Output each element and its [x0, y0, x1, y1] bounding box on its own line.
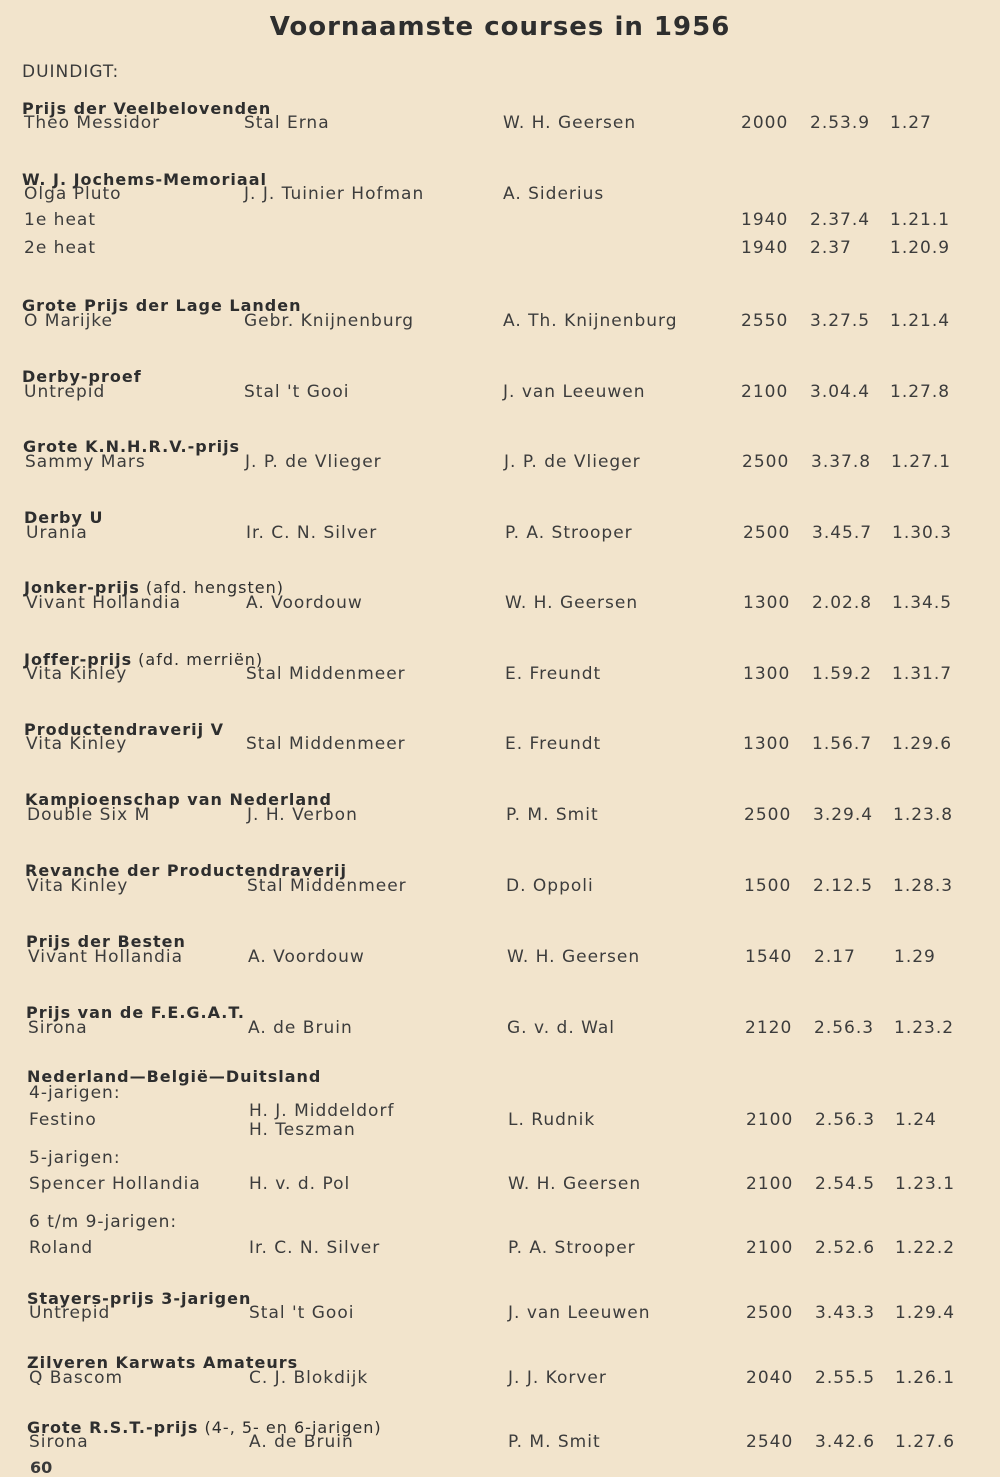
horse-name: Double Six M — [27, 805, 151, 825]
driver-name: J. J. Korver — [508, 1368, 607, 1388]
driver-name: W. H. Geersen — [503, 113, 637, 133]
km-time: 1.20.9 — [890, 238, 951, 258]
race-name: Prijs der Veelbelovenden — [22, 99, 272, 118]
owner-name: C. J. Blokdijk — [249, 1368, 369, 1388]
km-time: 1.24 — [895, 1110, 937, 1130]
km-time: 1.28.3 — [893, 876, 954, 896]
horse-name: Vita Kinley — [26, 664, 128, 684]
driver-name: P. M. Smit — [506, 805, 599, 825]
finish-time: 3.42.6 — [815, 1432, 876, 1452]
finish-time: 3.04.4 — [810, 382, 871, 402]
km-time: 1.34.5 — [892, 593, 953, 613]
driver-name: E. Freundt — [505, 664, 602, 684]
km-time: 1.31.7 — [892, 664, 953, 684]
driver-name: L. Rudnik — [508, 1110, 596, 1130]
km-time: 1.29.6 — [892, 734, 953, 754]
owner-name: Stal Middenmeer — [247, 876, 407, 896]
km-time: 1.23.2 — [894, 1018, 955, 1038]
finish-time: 2.53.9 — [810, 113, 871, 133]
distance-value: 2550 — [741, 311, 789, 331]
horse-name: 1e heat — [24, 210, 96, 230]
km-time: 1.30.3 — [892, 523, 953, 543]
owner-name — [249, 1102, 394, 1140]
finish-time: 3.29.4 — [813, 805, 874, 825]
driver-name: P. M. Smit — [508, 1432, 601, 1452]
distance-value: 2100 — [746, 1238, 794, 1258]
distance-value: 2540 — [746, 1432, 794, 1452]
owner-name: J. H. Verbon — [247, 805, 358, 825]
driver-name: P. A. Strooper — [508, 1238, 636, 1258]
horse-name: Sirona — [29, 1432, 89, 1452]
km-time: 1.21.1 — [890, 210, 951, 230]
distance-value: 2000 — [741, 113, 789, 133]
owner-name: Stal 't Gooi — [249, 1303, 355, 1323]
owner-name: A. Voordouw — [246, 593, 363, 613]
owner-name: Stal Middenmeer — [246, 734, 406, 754]
horse-name: Urania — [26, 523, 88, 543]
finish-time: 2.12.5 — [813, 876, 874, 896]
owner-name: Stal Erna — [244, 113, 330, 133]
distance-value: 2100 — [741, 382, 789, 402]
finish-time: 1.56.7 — [812, 734, 873, 754]
horse-name: Theo Messidor — [24, 113, 161, 133]
distance-value: 1300 — [743, 664, 791, 684]
km-time: 1.22.2 — [895, 1238, 956, 1258]
driver-name: D. Oppoli — [506, 876, 594, 896]
owner-name: A. de Bruin — [249, 1432, 354, 1452]
driver-name: A. Th. Knijnenburg — [503, 311, 678, 331]
race-name: Revanche der Productendraverij — [25, 861, 347, 880]
finish-time: 3.45.7 — [812, 523, 873, 543]
owner-name: H. v. d. Pol — [249, 1174, 351, 1194]
driver-name: A. Siderius — [503, 184, 605, 204]
race-note: (4-, 5- en 6-jarigen) — [198, 1418, 382, 1437]
horse-name: Sammy Mars — [25, 452, 146, 472]
race-name: Derby U — [24, 508, 104, 527]
race-name: Grote Prijs der Lage Landen — [22, 296, 302, 315]
finish-time: 2.02.8 — [812, 593, 873, 613]
horse-name: Q Bascom — [29, 1368, 124, 1388]
distance-value: 2500 — [746, 1303, 794, 1323]
race-name: Stayers-prijs 3-jarigen — [27, 1289, 252, 1308]
distance-value: 1500 — [744, 876, 792, 896]
race-name: Joffer-prijs — [24, 650, 133, 669]
distance-value: 1540 — [745, 947, 793, 967]
driver-name: P. A. Strooper — [505, 523, 633, 543]
driver-name: J. van Leeuwen — [508, 1303, 651, 1323]
race-name: Grote R.S.T.-prijs — [27, 1418, 199, 1437]
finish-time: 2.52.6 — [815, 1238, 876, 1258]
horse-name: Vita Kinley — [27, 876, 129, 896]
distance-value: 2120 — [745, 1018, 793, 1038]
distance-value: 1300 — [743, 593, 791, 613]
race-note: (afd. merriën) — [132, 650, 264, 669]
finish-time: 3.43.3 — [815, 1303, 876, 1323]
km-time: 1.26.1 — [895, 1368, 956, 1388]
race-name: Zilveren Karwats Amateurs — [27, 1353, 299, 1372]
driver-name: W. H. Geersen — [505, 593, 639, 613]
finish-time: 2.56.3 — [815, 1110, 876, 1130]
finish-time: 3.27.5 — [810, 311, 871, 331]
driver-name: W. H. Geersen — [508, 1174, 642, 1194]
race-name: Kampioenschap van Nederland — [25, 790, 333, 809]
distance-value: 2500 — [743, 523, 791, 543]
finish-time: 2.17 — [814, 947, 856, 967]
finish-time: 3.37.8 — [811, 452, 872, 472]
km-time: 1.27.8 — [890, 382, 951, 402]
page-number: 60 — [30, 1458, 53, 1477]
horse-name: Vita Kinley — [26, 734, 128, 754]
owner-name: Stal Middenmeer — [246, 664, 406, 684]
finish-time: 2.55.5 — [815, 1368, 876, 1388]
horse-name: Untrepid — [29, 1303, 111, 1323]
race-name: Jonker-prijs — [24, 578, 140, 597]
owner-name-line: H. Teszman — [249, 1120, 356, 1140]
finish-time: 2.54.5 — [815, 1174, 876, 1194]
horse-name: Vivant Hollandia — [28, 947, 184, 967]
age-group-label: 4-jarigen: — [29, 1083, 121, 1103]
owner-name: Ir. C. N. Silver — [246, 523, 378, 543]
race-name: Prijs der Besten — [26, 932, 186, 951]
distance-value: 1940 — [741, 238, 789, 258]
driver-name: E. Freundt — [505, 734, 602, 754]
race-note: (afd. hengsten) — [139, 578, 284, 597]
km-time: 1.23.1 — [895, 1174, 956, 1194]
owner-name: A. Voordouw — [248, 947, 365, 967]
horse-name: Festino — [29, 1110, 97, 1130]
owner-name-line: H. J. Middeldorf — [249, 1101, 395, 1121]
km-time: 1.23.8 — [893, 805, 954, 825]
distance-value: 1940 — [741, 210, 789, 230]
finish-time: 2.37.4 — [810, 210, 871, 230]
horse-name: Spencer Hollandia — [29, 1174, 201, 1194]
km-time: 1.21.4 — [890, 311, 951, 331]
race-name: Productendraverij V — [24, 720, 225, 739]
distance-value: 1300 — [743, 734, 791, 754]
driver-name: J. P. de Vlieger — [504, 452, 641, 472]
race-name: Prijs van de F.E.G.A.T. — [26, 1003, 245, 1022]
horse-name: Olga Pluto — [24, 184, 122, 204]
owner-name: J. J. Tuinier Hofman — [244, 184, 425, 204]
race-name: W. J. Jochems-Memoriaal — [22, 170, 267, 189]
owner-name: Gebr. Knijnenburg — [244, 311, 415, 331]
distance-value: 2040 — [746, 1368, 794, 1388]
distance-value: 2500 — [744, 805, 792, 825]
driver-name: G. v. d. Wal — [507, 1018, 615, 1038]
horse-name: Vivant Hollandia — [26, 593, 182, 613]
race-name: Nederland—België—Duitsland — [27, 1067, 322, 1086]
age-group-label: 6 t/m 9-jarigen: — [29, 1212, 178, 1232]
venue-label: DUINDIGT: — [22, 62, 120, 82]
driver-name: J. van Leeuwen — [503, 382, 646, 402]
finish-time: 2.56.3 — [814, 1018, 875, 1038]
km-time: 1.29 — [894, 947, 936, 967]
horse-name: Roland — [29, 1238, 94, 1258]
km-time: 1.27 — [890, 113, 932, 133]
distance-value: 2100 — [746, 1110, 794, 1130]
km-time: 1.27.6 — [895, 1432, 956, 1452]
owner-name: Stal 't Gooi — [244, 382, 350, 402]
distance-value: 2100 — [746, 1174, 794, 1194]
horse-name: 2e heat — [24, 238, 96, 258]
finish-time: 1.59.2 — [812, 664, 873, 684]
race-name: Derby-proef — [22, 367, 142, 386]
page-title: Voornaamste courses in 1956 — [269, 12, 731, 42]
distance-value: 2500 — [742, 452, 790, 472]
driver-name: W. H. Geersen — [507, 947, 641, 967]
km-time: 1.27.1 — [891, 452, 952, 472]
finish-time: 2.37 — [810, 238, 852, 258]
horse-name: O Marijke — [24, 311, 114, 331]
horse-name: Sirona — [28, 1018, 88, 1038]
age-group-label: 5-jarigen: — [29, 1148, 121, 1168]
horse-name: Untrepid — [24, 382, 106, 402]
owner-name: Ir. C. N. Silver — [249, 1238, 381, 1258]
race-name: Grote K.N.H.R.V.-prijs — [23, 437, 241, 456]
owner-name: J. P. de Vlieger — [245, 452, 382, 472]
owner-name: A. de Bruin — [248, 1018, 353, 1038]
km-time: 1.29.4 — [895, 1303, 956, 1323]
